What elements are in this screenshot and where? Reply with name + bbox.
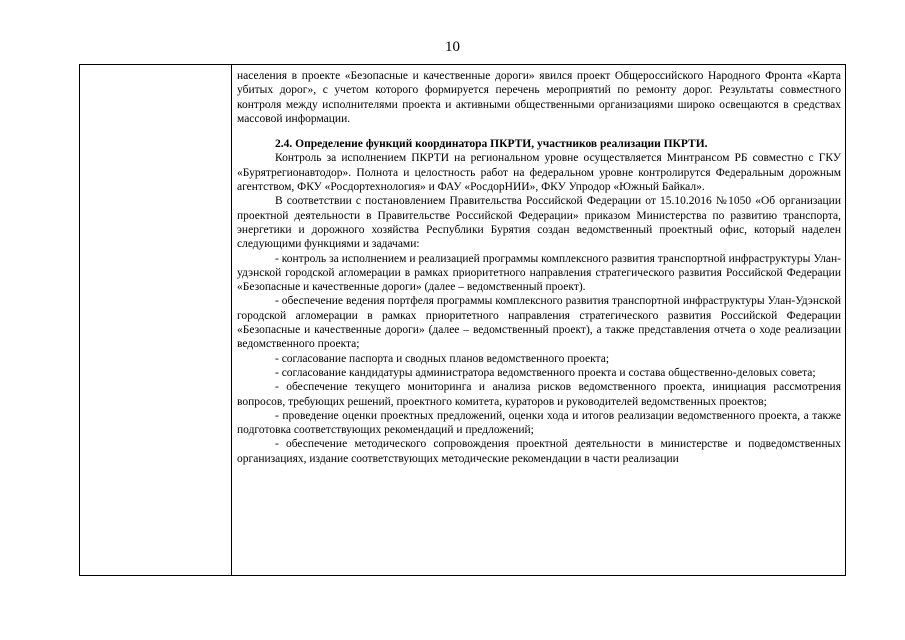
page-number: 10	[445, 39, 460, 55]
list-item: - согласование паспорта и сводных планов ведомственного проекта;	[275, 352, 610, 365]
document-table	[79, 64, 846, 576]
continuation-paragraph: населения в проекте «Безопасные и качественные дороги» явился проект Общероссийского Народного Фронта «Карта убитых дорог», с учетом которого формируется перечень мероприятий по ремонту дорог. Результаты совместного контроля между исполнителями проекта и активными общественными организациями широко освещаются в средствах массовой информации.	[237, 70, 841, 125]
list-item: - контроль за исполнением и реализацией программы комплексного развития транспортной инфраструктуры Улан-удэнской городской агломерации в рамках приоритетного направления стратегического развития Российской Федерации «Безопасные и качественные дороги» (далее – ведомственный проект).	[237, 252, 841, 294]
paragraph-control: Контроль за исполнением ПКРТИ на региональном уровне осуществляется Минтрансом РБ совместно с ГКУ «Бурятрегионавтодор». Полнота и целостность работ на федеральном уровне контролирутся Федеральным дорожным агентством, ФКУ «Росдортехнология» и ФАУ «РосдорНИИ», ФКУ Упродор «Южный Байкал».	[237, 152, 841, 194]
paragraph-project-office: В соответствии с постановлением Правительства Российской Федерации от 15.10.2016 №1050 «Об организации проектной деятельности в Правительстве Российской Федерации» приказом Министерства по развитию транспорта, энергетики и дорожного хозяйства Республики Бурятия создан ведомственный проектный офис, который наделен следующими функциями и задачами:	[237, 195, 841, 251]
section-heading: 2.4. Определение функций координатора ПКРТИ, участников реализации ПКРТИ.	[275, 138, 708, 151]
list-item: - согласование кандидатуры администратора ведомственного проекта и состава общественно-деловых совета;	[275, 366, 816, 379]
table-left-cell	[80, 65, 232, 575]
list-item: - обеспечение ведения портфеля программы комплексного развития транспортной инфраструктуры Улан-Удэнской городской агломерации в рамках приоритетного направления стратегического развития Российской Федерации «Безопасные и качественные дороги» (далее – ведомственный проект), а также представления отчета о ходе реализации ведомственного проекта;	[237, 295, 841, 351]
list-item: - обеспечение методического сопровождения проектной деятельности в министерстве и подведомственных организациях, издание соответствующих методические рекомендации в части реализации	[237, 438, 841, 465]
list-item: - проведение оценки проектных предложений, оценки хода и итогов реализации ведомственного проекта, а также подготовка соответствующих рекомендаций и предложений;	[237, 409, 841, 437]
table-right-cell	[232, 65, 845, 575]
list-item: - обеспечение текущего мониторинга и анализа рисков ведомственного проекта, инициация рассмотрения вопросов, требующих решений, проектного комитета, кураторов и руководителей ведомственных проектов;	[237, 381, 841, 408]
